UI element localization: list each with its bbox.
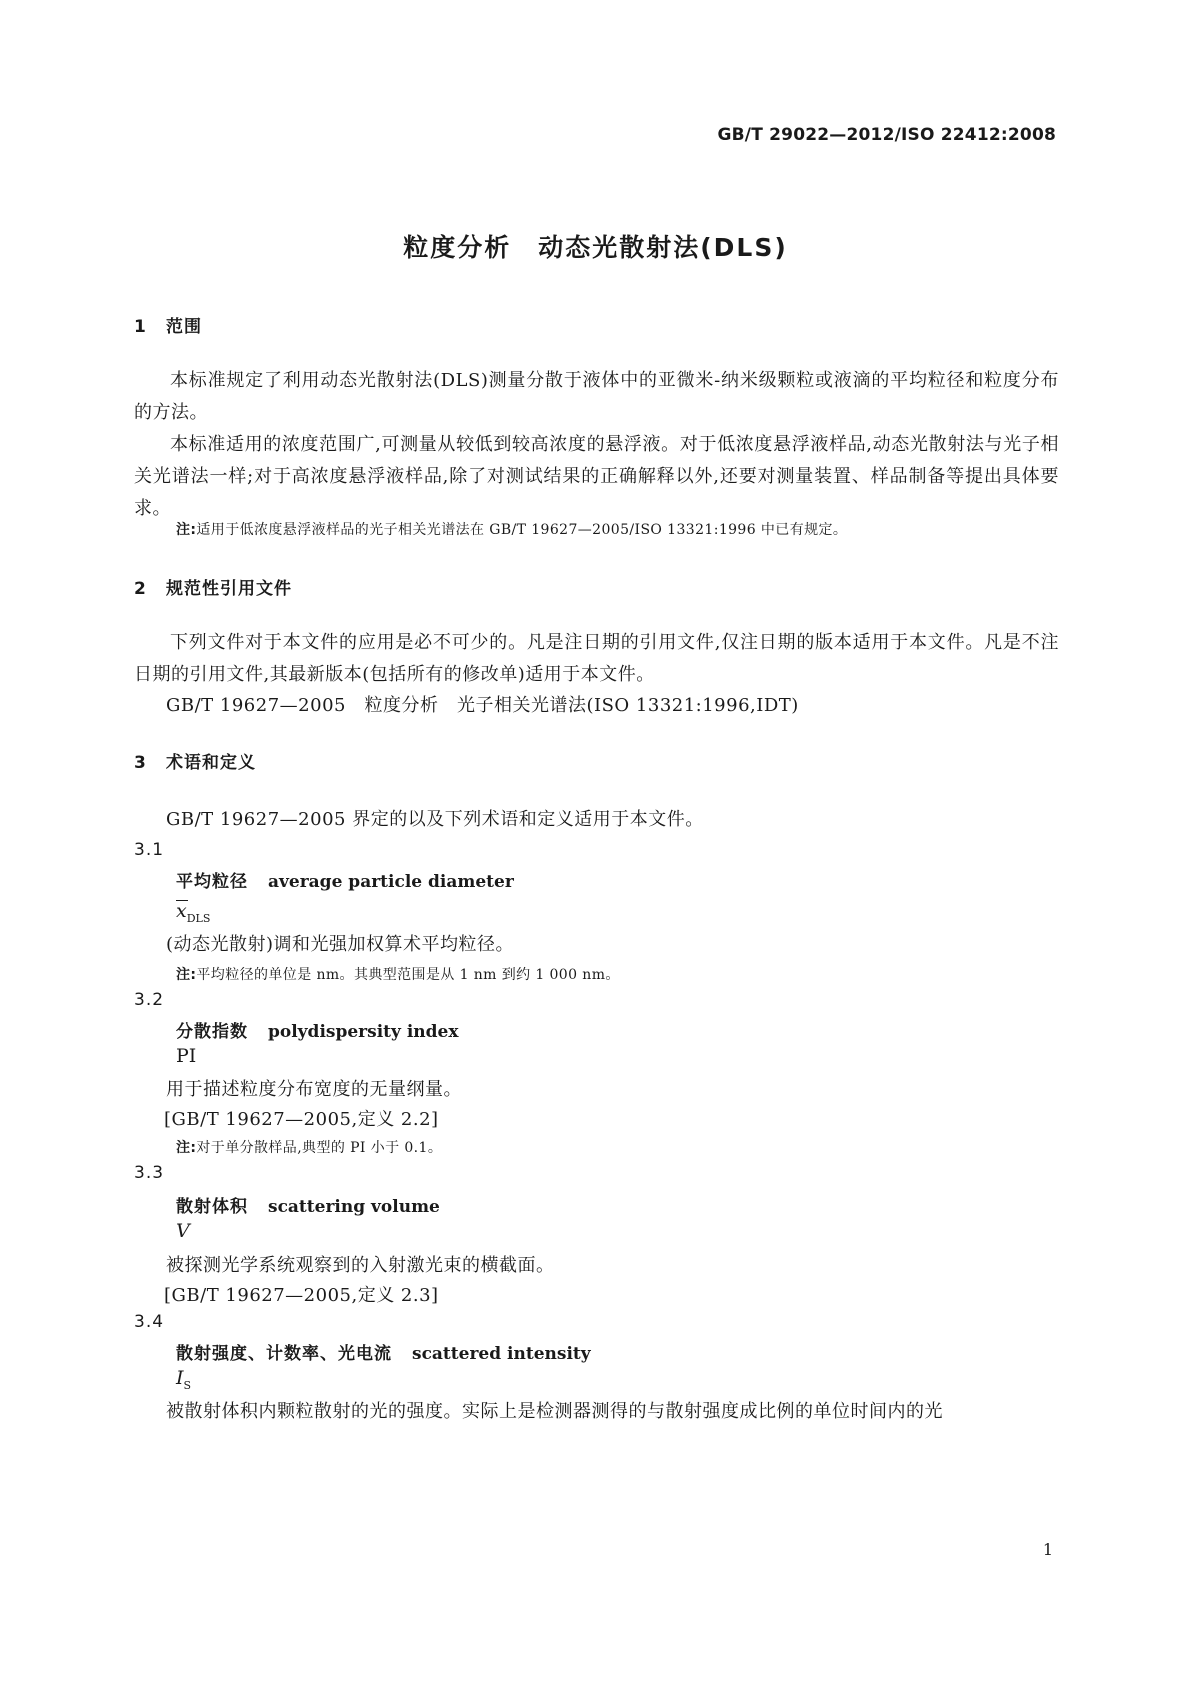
term-definition: 被散射体积内颗粒散射的光的强度。实际上是检测器测得的与散射强度成比例的单位时间内的光 xyxy=(166,1401,943,1422)
term-symbol: $I_S$ xyxy=(176,1367,192,1392)
note-text: 平均粒径的单位是 nm。其典型范围是从 1 nm 到约 1 000 nm。 xyxy=(196,967,620,983)
term-english: average particle diameter xyxy=(268,872,514,892)
term-heading xyxy=(176,1339,591,1364)
term-english: polydispersity index xyxy=(268,1022,459,1042)
term-heading xyxy=(176,1017,458,1042)
normative-reference: GB/T 19627—2005 粒度分析 光子相关光谱法(ISO 13321:1996,IDT) xyxy=(166,695,799,716)
term-source: [GB/T 19627—2005,定义 2.3] xyxy=(164,1285,439,1306)
term-heading xyxy=(176,1192,440,1217)
note-label: 注: xyxy=(176,522,197,538)
section-1-heading xyxy=(134,312,202,337)
term-chinese: 平均粒径 xyxy=(176,872,248,892)
term-source: [GB/T 19627—2005,定义 2.2] xyxy=(164,1109,439,1130)
section-number: 3 xyxy=(134,753,147,773)
section-3-heading xyxy=(134,748,256,773)
section-1-note xyxy=(176,519,847,539)
section-3-intro: GB/T 19627—2005 界定的以及下列术语和定义适用于本文件。 xyxy=(166,809,704,830)
term-chinese: 散射强度、计数率、光电流 xyxy=(176,1344,392,1364)
section-title: 术语和定义 xyxy=(166,753,256,773)
term-symbol: V xyxy=(176,1220,190,1242)
term-definition: 被探测光学系统观察到的入射激光束的横截面。 xyxy=(166,1255,555,1276)
section-1-paragraph-2: 本标准适用的浓度范围广,可测量从较低到较高浓度的悬浮液。对于低浓度悬浮液样品,动态光散射法与光子相关光谱法一样;对于高浓度悬浮液样品,除了对测试结果的正确解释以外,还要对测量装置、样品制备等提出具体要求。 xyxy=(134,434,1059,519)
term-definition: (动态光散射)调和光强加权算术平均粒径。 xyxy=(166,934,515,955)
term-number: 3.4 xyxy=(134,1312,165,1332)
term-english: scattering volume xyxy=(268,1197,440,1217)
term-note xyxy=(176,1137,442,1157)
document-title: 粒度分析 动态光散射法(DLS) xyxy=(403,233,788,262)
term-definition: 用于描述粒度分布宽度的无量纲量。 xyxy=(166,1079,462,1100)
term-chinese: 散射体积 xyxy=(176,1197,248,1217)
term-number: 3.2 xyxy=(134,990,165,1010)
term-number: 3.3 xyxy=(134,1163,165,1183)
term-english: scattered intensity xyxy=(412,1344,591,1364)
term-heading xyxy=(176,867,514,892)
section-number: 2 xyxy=(134,579,147,599)
section-2-paragraph-1: 下列文件对于本文件的应用是必不可少的。凡是注日期的引用文件,仅注日期的版本适用于本文件。凡是不注日期的引用文件,其最新版本(包括所有的修改单)适用于本文件。 xyxy=(134,632,1059,685)
page-number: 1 xyxy=(1042,1540,1053,1559)
note-text: 对于单分散样品,典型的 PI 小于 0.1。 xyxy=(196,1140,443,1156)
note-label: 注: xyxy=(176,967,197,983)
term-number: 3.1 xyxy=(134,840,165,860)
note-text: 适用于低浓度悬浮液样品的光子相关光谱法在 GB/T 19627—2005/ISO 13321:1996 中已有规定。 xyxy=(196,522,848,538)
term-chinese: 分散指数 xyxy=(176,1022,248,1042)
standard-code: GB/T 29022—2012/ISO 22412:2008 xyxy=(717,125,1056,145)
term-symbol: PI xyxy=(176,1045,197,1067)
section-title: 范围 xyxy=(166,317,202,337)
section-number: 1 xyxy=(134,317,147,337)
section-1-paragraph-1: 本标准规定了利用动态光散射法(DLS)测量分散于液体中的亚微米-纳米级颗粒或液滴的平均粒径和粒度分布的方法。 xyxy=(134,370,1059,423)
section-title: 规范性引用文件 xyxy=(166,579,292,599)
note-label: 注: xyxy=(176,1140,197,1156)
term-note xyxy=(176,964,620,984)
section-2-heading xyxy=(134,574,292,599)
term-symbol: $x_{DLS}$ xyxy=(176,900,211,925)
